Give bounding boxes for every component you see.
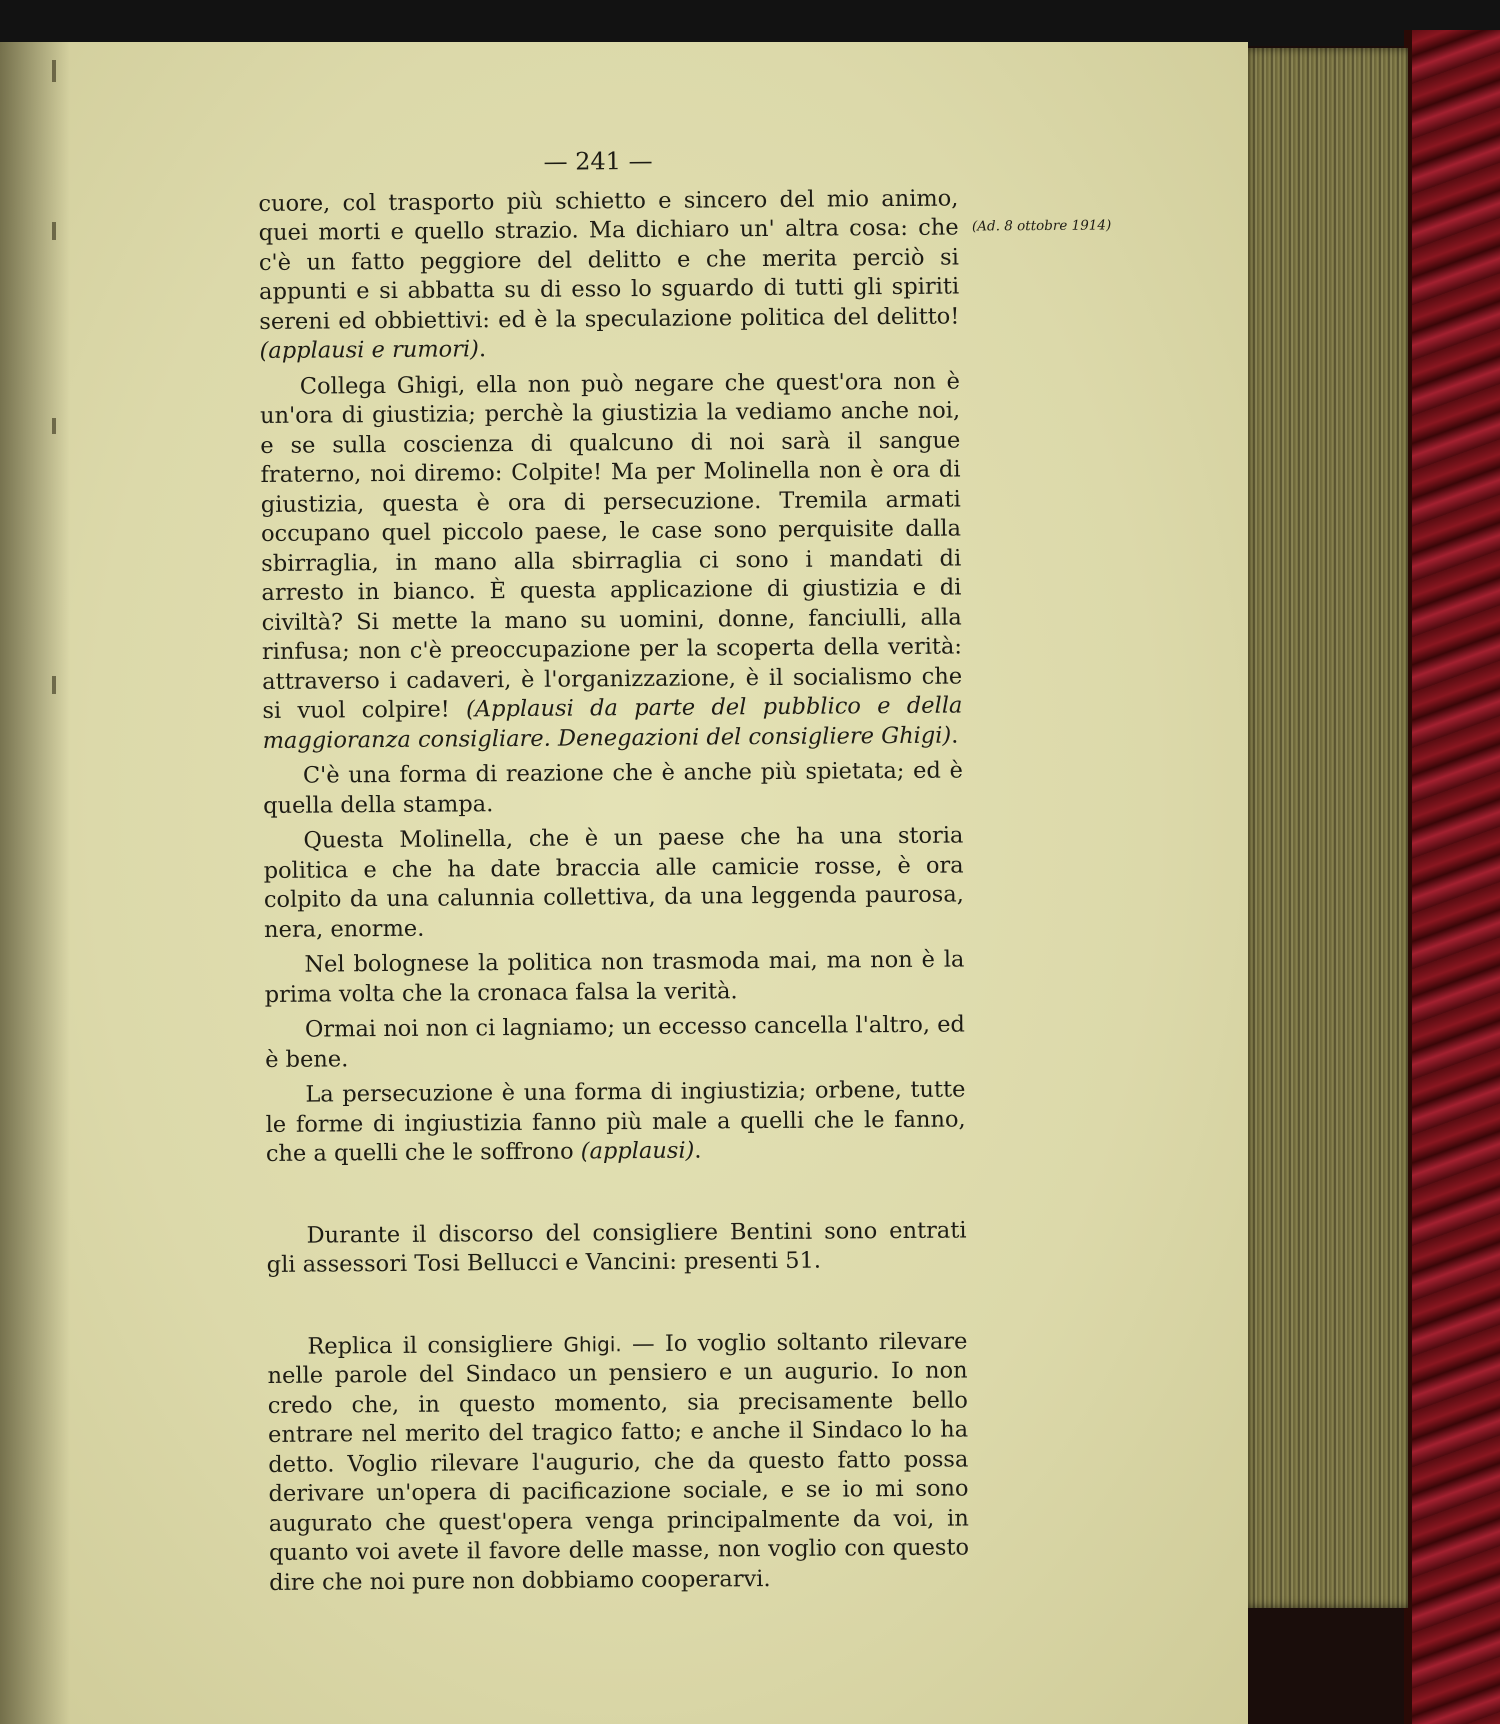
paragraph — [263, 756, 963, 820]
paragraph-text: Ormai noi non ci lagniamo; un eccesso cancella l'altro, ed è bene. — [265, 1011, 965, 1073]
marginal-date-note: (Ad. 8 ottobre 1914) — [971, 217, 1112, 235]
binding-mark — [52, 676, 56, 694]
page-block-edges — [1240, 48, 1408, 1608]
page-number: — 241 — — [543, 146, 653, 176]
paragraph-text: Collega Ghigi, ella non può negare che quest'ora non è un'ora di giustizia; perchè la giustizia la vediamo anche noi, e se sulla coscienza di qualcuno di noi sarà il sangue fraterno, noi diremo: Colpite! Ma per Molinella non è ora di giustizia, questa è ora di persecuzione. Tremila armati occupano quel piccolo paese, le case sono perquisite dalla sbirraglia, in mano alla sbirraglia ci sono i mandati di arresto in bianco. È questa applicazione di giustizia e di civiltà? Si mette la mano su uomini, donne, fanciulli, alla rinfusa; non c'è preoccupazione per la scoperta della verità: attraverso i cadaveri, è l'organizzazione, è il socialismo che si vuol colpire! — [259, 367, 963, 724]
paragraph-text: cuore, col trasporto più schietto e sincero del mio animo, quei morti e quello strazio. Ma dichiaro un' altra cosa: che c'è un fatto peggiore del delitto e che merita perciò si appunti e si abbatta su di esso lo sguardo di tutti gli spiriti sereni ed obbiettivi: ed è la speculazione politica del delitto! — [258, 185, 960, 335]
binding-mark — [52, 222, 56, 240]
session-report: Durante il discorso del consigliere Bentini sono entrati gli assessori Tosi Bellucci e Vancini: presenti 51. — [266, 1216, 967, 1278]
paragraph-text: Nel bolognese la politica non trasmoda mai, ma non è la prima volta che la cronaca falsa la verità. — [264, 946, 965, 1008]
paragraph — [265, 1010, 965, 1074]
paragraph-tail: . — [478, 336, 487, 363]
speaker-name: Ghigi. — [563, 1331, 622, 1357]
binding-mark — [52, 418, 56, 434]
paragraph — [263, 821, 964, 944]
stage-direction: (applausi) — [580, 1137, 695, 1165]
paragraph-tail: . — [694, 1137, 702, 1164]
stage-direction: (Applausi da parte del pubblico e della maggioranza consigliare. Denegazioni del consigliere Ghigi) — [262, 692, 963, 754]
gutter-shadow — [0, 42, 70, 1724]
paragraph-text: C'è una forma di reazione che è anche più spietata; ed è quella della stampa. — [263, 757, 963, 819]
book-cover — [1408, 30, 1500, 1724]
page-content — [258, 145, 969, 1598]
paragraph-tail: . — [951, 722, 959, 749]
binding-mark — [52, 60, 56, 82]
paragraph-text: La persecuzione è una forma di ingiustizia; orbene, tutte le forme di ingiustizia fanno più male a quelli che le fanno, che a quelli che le soffrono — [265, 1076, 966, 1167]
paragraph — [260, 367, 963, 756]
paragraph — [265, 1075, 966, 1169]
reply-text: — Io voglio soltanto rilevare nelle parole del Sindaco un pensiero e un augurio. Io non credo che, in questo momento, sia precisamente bello entrare nel merito del tragico fatto; e anche il Sindaco lo ha detto. Voglio rilevare l'augurio, che da questo fatto possa derivare un'opera di pacificazione sociale, e se io mi sono augurato che quest'opera venga principalmente da voi, in quanto voi avete il favore delle masse, non voglio con questo dire che noi pure non dobbiamo cooperarvi. — [267, 1327, 970, 1596]
stage-direction: (applausi e rumori) — [259, 336, 480, 364]
reply-paragraph — [267, 1327, 969, 1598]
paragraph — [258, 184, 959, 366]
reply-intro: Replica il consigliere — [307, 1331, 564, 1360]
paragraph — [264, 945, 964, 1009]
paragraph-text: Questa Molinella, che è un paese che ha una storia politica e che ha date braccia alle camicie rosse, è ora colpito da una calunnia collettiva, da una leggenda paurosa, nera, enorme. — [263, 822, 964, 943]
scanner-background — [0, 0, 1500, 46]
